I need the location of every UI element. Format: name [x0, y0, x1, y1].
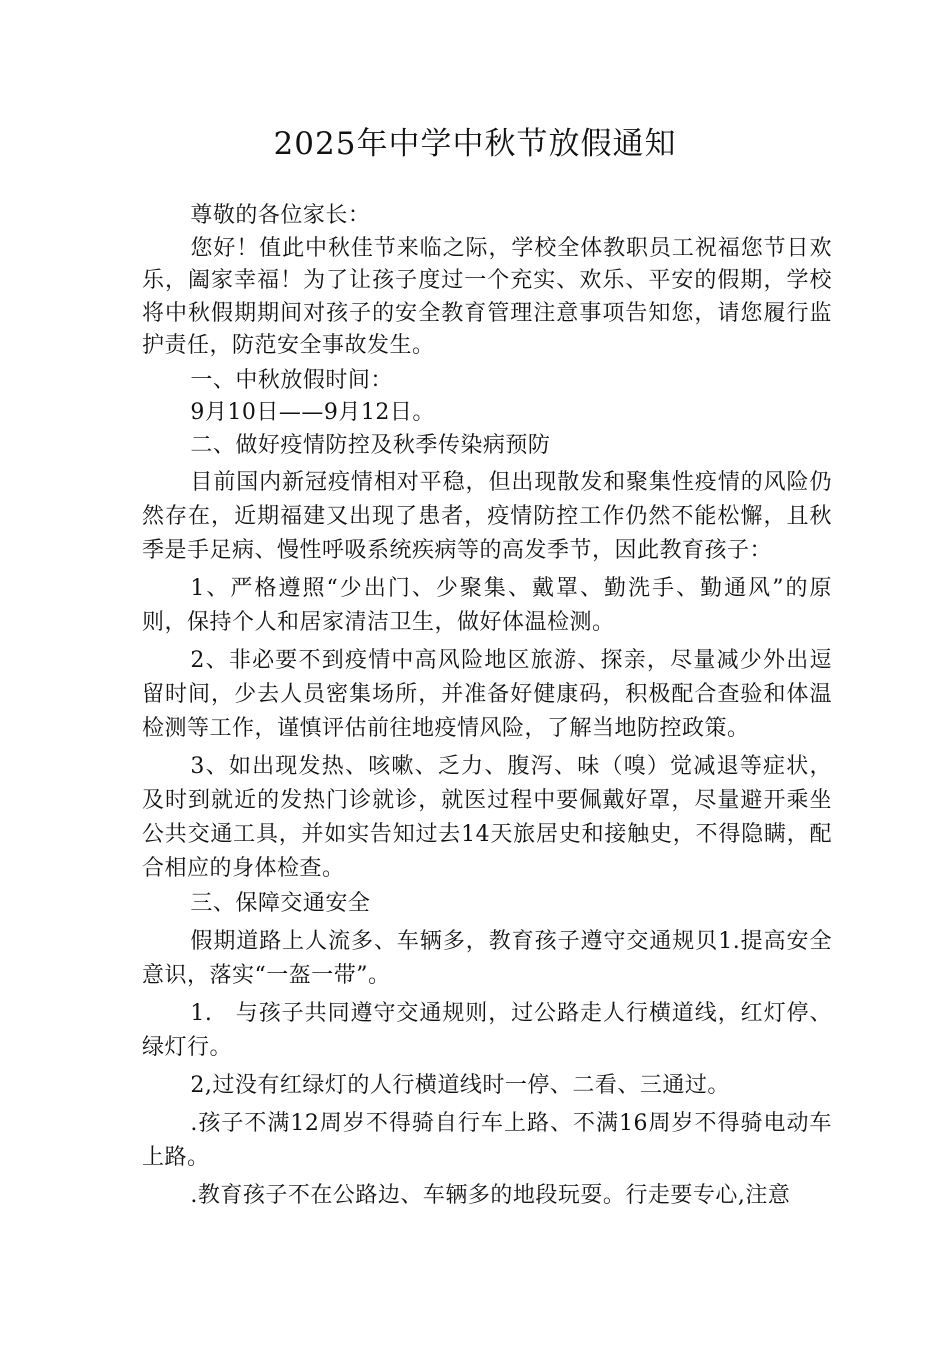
document-body — [142, 200, 832, 1213]
traffic-item-1: 1. 与孩子共同遵守交通规则，过公路走人行横道线，红灯停、绿灯行。 — [142, 1000, 832, 1060]
section-heading-holiday-time: 一、中秋放假时间： — [190, 367, 393, 393]
epidemic-item-1: 1、严格遵照“少出门、少聚集、戴罩、勤洗手、勤通风”的原则，保持个人和居家清洁卫生，做好体温检测。 — [142, 576, 832, 635]
section-heading-traffic: 三、保障交通安全 — [190, 891, 371, 916]
salutation: 尊敬的各位家长： — [190, 203, 371, 228]
epidemic-item-2: 2、非必要不到疫情中高风险地区旅游、探亲，尽量减少外出逗留时间，少去人员密集场所，并准备好健康码，积极配合查验和体温检测等工作，谨慎评估前往地疫情风险，了解当地防控政策。 — [142, 648, 832, 741]
epidemic-intro-paragraph: 目前国内新冠疫情相对平稳，但出现散发和聚集性疫情的风险仍然存在，近期福建又出现了患者，疫情防控工作仍然不能松懈，且秋季是手足病、慢性呼吸系统疾病等的高发季节，因此教育孩子： — [142, 470, 832, 563]
section-heading-epidemic: 二、做好疫情防控及秋季传染病预防 — [190, 432, 551, 458]
traffic-intro-paragraph: 假期道路上人流多、车辆多，教育孩子遵守交通规贝1.提高安全意识，落实“一盔一带”。 — [142, 928, 832, 988]
holiday-dates: 9月10日——9月12日。 — [190, 400, 435, 425]
traffic-item-4: .教育孩子不在公路边、车辆多的地段玩耍。行走要专心,注意 — [190, 1182, 791, 1208]
document-title: 2025年中学中秋节放假通知 — [273, 126, 677, 162]
greeting-paragraph: 您好！值此中秋佳节来临之际，学校全体教职员工祝福您节日欢乐，阖家幸福！为了让孩子度过一个充实、欢乐、平安的假期，学校将中秋假期期间对孩子的安全教育管理注意事项告知您，请您履行监护责任，防范安全事故发生。 — [142, 235, 832, 358]
traffic-item-3: .孩子不满12周岁不得骑自行车上路、不满16周岁不得骑电动车上路。 — [142, 1110, 832, 1170]
traffic-item-2: 2,过没有红绿灯的人行横道线时一停、二看、三通过。 — [190, 1072, 730, 1098]
epidemic-item-3: 3、如出现发热、咳嗽、乏力、腹泻、味（嗅）觉减退等症状，及时到就近的发热门诊就诊，就医过程中要佩戴好罩，尽量避开乘坐公共交通工具，并如实告知过去14天旅居史和接触史，不得隐瞒，配合相应的身体检查。 — [142, 754, 832, 881]
